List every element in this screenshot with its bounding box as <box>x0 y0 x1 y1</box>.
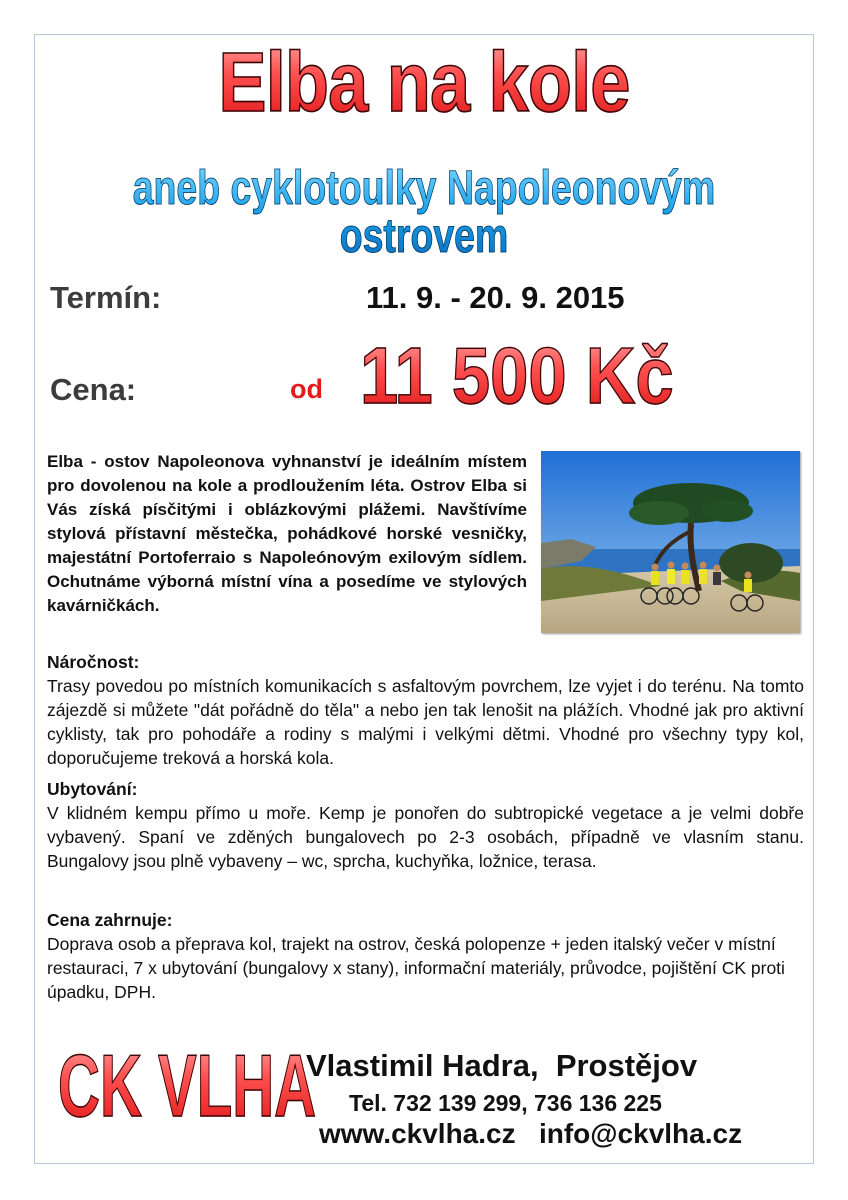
difficulty-heading: Náročnost: <box>47 652 140 672</box>
price-label: Cena: <box>50 372 137 407</box>
difficulty-body: Trasy povedou po místních komunikacích s asfaltovým povrchem, lze vyjet i do terénu. Na tomto zájezdě si můžete "dát pořádně do těla" a nebo jen tak lenošit na plážích. Vhodné jak pro aktivní cyklisty, tak pro pohodáře a rodiny s malými i velkými dětmi. Vhodné pro všechny typy kol, doporučujeme treková a horská kola. <box>47 676 804 768</box>
contact-phone: Tel. 732 139 299, 736 136 225 <box>349 1090 662 1116</box>
price-value: 11 500 Kč <box>360 331 674 420</box>
intro-paragraph: Elba - ostov Napoleonova vyhnanství je ideálním místem pro dovolenou na kole a prodloužením léta. Ostrov Elba si Vás získá písčitými i oblázkovými plážemi. Navštívíme stylová přístavní městečka, pohádkové horské vesničky, majestátní Portoferraio s Napoleónovým exilovým sídlem. Ochutnáme výborná místní vína a posedíme ve stylových kavárničkách. <box>47 452 527 615</box>
accommodation-body: V klidném kempu přímo u moře. Kemp je ponořen do subtropické vegetace a je velmi dobře vybavený. Spaní ve zděných bungalovech po 2-3 osobách, případně ve vlasním stanu. Bungalovy jsou plně vybaveny – wc, sprcha, kuchyňka, ložnice, terasa. <box>47 803 804 871</box>
included-heading: Cena zahrnuje: <box>47 910 173 930</box>
agency-logo: CK VLHA <box>58 1036 317 1135</box>
cyclists-photo <box>541 451 800 633</box>
page-subtitle: aneb cyklotoulky Napoleonovým ostrovem <box>93 165 754 261</box>
contact-name: Vlastimil Hadra, Prostějov <box>306 1048 698 1083</box>
page-title: Elba na kole <box>59 40 788 124</box>
section-accommodation <box>47 777 804 873</box>
included-body: Doprava osob a přeprava kol, trajekt na ostrov, česká polopenze + jeden italský večer v místní restauraci, 7 x ubytování (bungalovy x stany), informační materiály, průvodce, pojištění CK proti úpadku, DPH. <box>47 934 785 1002</box>
price-prefix: od <box>290 374 323 404</box>
accommodation-heading: Ubytování: <box>47 779 138 799</box>
term-value: 11. 9. - 20. 9. 2015 <box>366 280 625 315</box>
section-difficulty <box>47 650 804 770</box>
section-included <box>47 908 787 1004</box>
contact-web-email: www.ckvlha.cz info@ckvlha.cz <box>319 1118 743 1149</box>
term-label: Termín: <box>50 280 162 315</box>
